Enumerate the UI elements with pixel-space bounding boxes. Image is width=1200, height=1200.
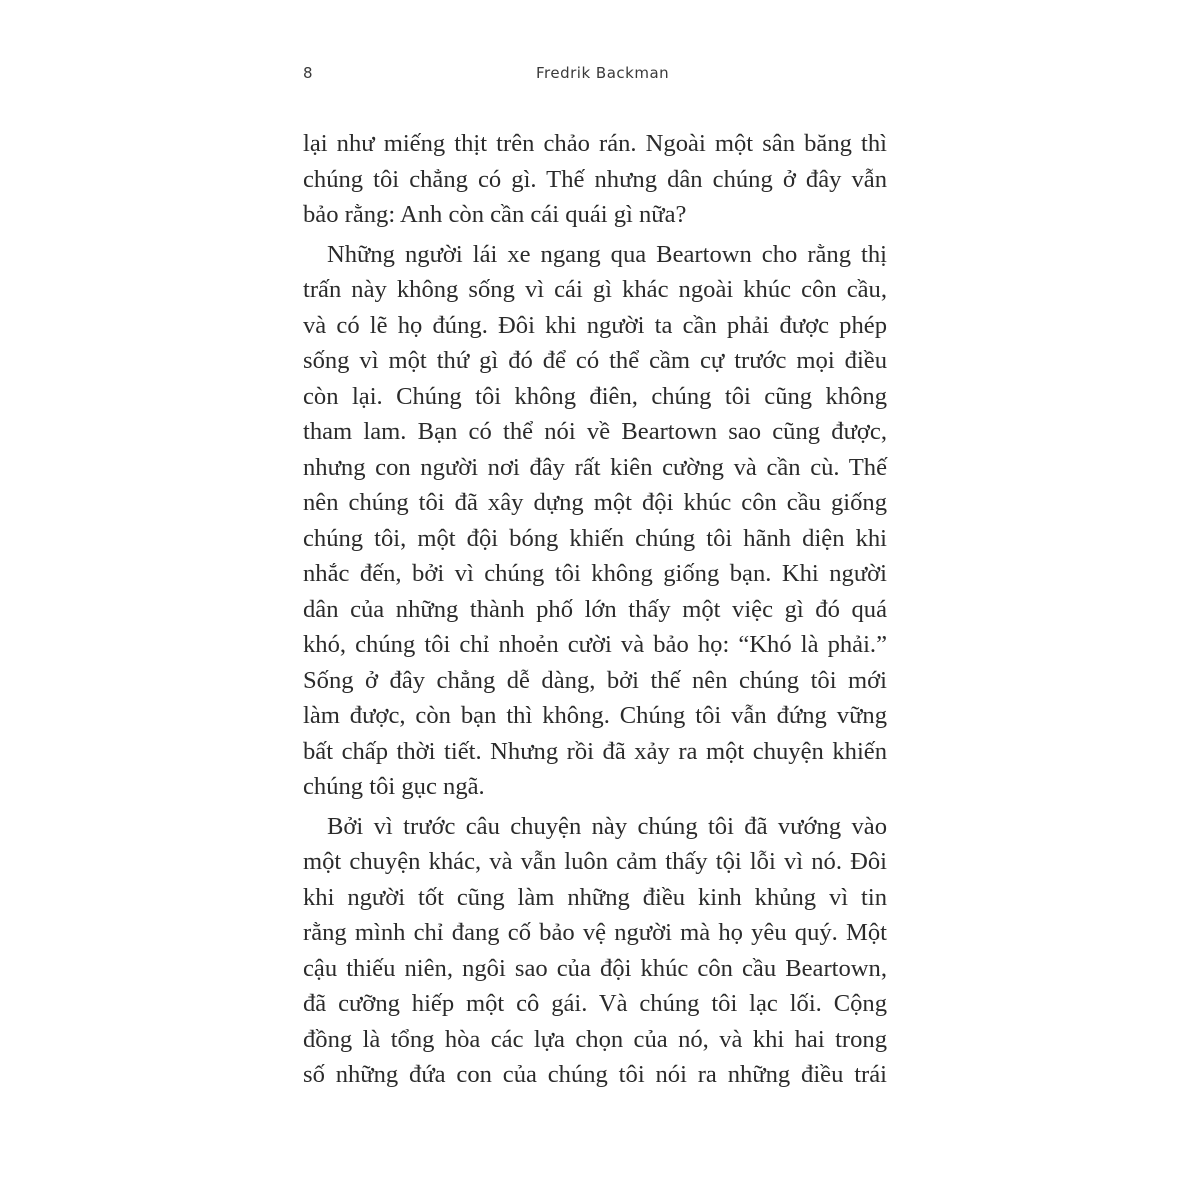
page-number: 8: [303, 64, 314, 82]
running-title: Fredrik Backman: [536, 64, 670, 82]
text-line: nhưng con người nơi đây rất kiên cường và cần cù. Thế: [303, 453, 887, 481]
text-line: lại như miếng thịt trên chảo rán. Ngoài một sân băng thì: [303, 130, 887, 157]
text-line: một chuyện khác, và vẫn luôn cảm thấy tội lỗi vì nó. Đôi: [303, 848, 887, 875]
text-line: tham lam. Bạn có thể nói về Beartown sao cũng được,: [303, 418, 887, 445]
text-line: làm được, còn bạn thì không. Chúng tôi vẫn đứng vững: [303, 702, 887, 729]
paragraph: [303, 126, 887, 233]
text-line: chúng tôi, một đội bóng khiến chúng tôi hãnh diện khi: [303, 524, 887, 552]
text-line: đã cưỡng hiếp một cô gái. Và chúng tôi lạc lối. Cộng: [303, 990, 887, 1017]
text-line: và có lẽ họ đúng. Đôi khi người ta cần phải được phép: [303, 311, 887, 339]
text-line: chúng tôi chẳng có gì. Thế nhưng dân chúng ở đây vẫn: [303, 165, 887, 193]
text-line: nhắc đến, bởi vì chúng tôi không giống bạn. Khi người: [303, 560, 887, 587]
text-line: Sống ở đây chẳng dễ dàng, bởi thế nên chúng tôi mới: [303, 666, 887, 694]
text-line: trấn này không sống vì cái gì khác ngoài khúc côn cầu,: [303, 276, 887, 303]
text-line: đồng là tổng hòa các lựa chọn của nó, và khi hai trong: [303, 1025, 887, 1053]
text-line: bảo rằng: Anh còn cần cái quái gì nữa?: [303, 201, 687, 228]
paragraph: [303, 809, 887, 1093]
text-line: số những đứa con của chúng tôi nói ra những điều trái: [303, 1061, 887, 1088]
text-line: chúng tôi gục ngã.: [303, 773, 485, 800]
body-text: [303, 126, 887, 1093]
text-line: cậu thiếu niên, ngôi sao của đội khúc côn cầu Beartown,: [303, 954, 887, 982]
text-line: rằng mình chỉ đang cố bảo vệ người mà họ yêu quý. Một: [303, 919, 887, 946]
text-line: khi người tốt cũng làm những điều kinh khủng vì tin: [303, 883, 887, 911]
text-line: nên chúng tôi đã xây dựng một đội khúc côn cầu giống: [303, 489, 887, 516]
text-line: bất chấp thời tiết. Nhưng rồi đã xảy ra một chuyện khiến: [303, 737, 887, 765]
text-line: còn lại. Chúng tôi không điên, chúng tôi cũng không: [303, 382, 887, 410]
text-line: khó, chúng tôi chỉ nhoẻn cười và bảo họ: “Khó là phải.”: [303, 631, 887, 658]
paragraph: [303, 237, 887, 805]
text-line: Bởi vì trước câu chuyện này chúng tôi đã vướng vào: [327, 812, 887, 840]
running-head: [303, 62, 887, 88]
text-line: dân của những thành phố lớn thấy một việc gì đó quá: [303, 595, 887, 623]
text-line: Những người lái xe ngang qua Beartown cho rằng thị: [327, 240, 887, 268]
text-line: sống vì một thứ gì đó để có thể cầm cự trước mọi điều: [303, 347, 887, 374]
